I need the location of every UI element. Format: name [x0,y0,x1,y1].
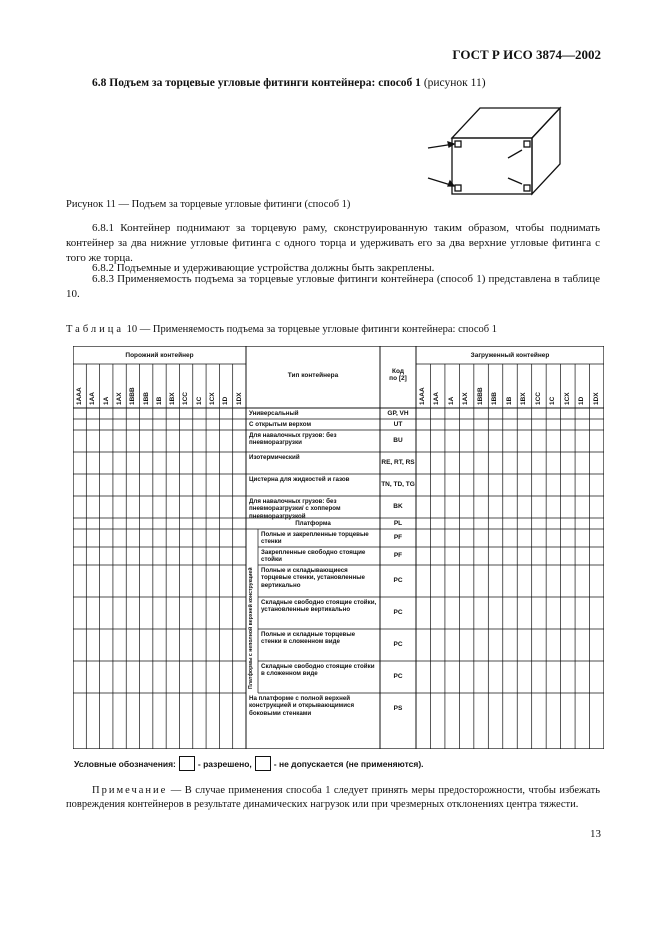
column-header-loaded: 1BBB [476,387,484,405]
not-allowed-box-icon [255,756,271,771]
row-container-type: Полные и складные торцевые стенки в сложенном виде [261,630,356,645]
legend-prefix: Условные обозначения: [74,758,176,769]
column-header-loaded: 1B [505,396,513,405]
page-number: 13 [590,828,601,840]
row-container-type: С открытым верхом [249,420,312,428]
row-container-type: Универсальный [249,409,299,417]
paragraph-6-8-1 [66,221,600,266]
column-header-empty: 1C [195,396,203,405]
note-label: Примечание [92,785,168,796]
row-code: PC [393,673,403,680]
container-lifting-figure [420,98,570,198]
column-header-empty: 1DX [235,392,243,405]
column-header-loaded: 1DX [592,392,600,405]
row-code: PC [393,641,403,648]
column-header-empty: 1AA [89,391,97,405]
column-header-empty: 1AAA [76,387,83,405]
row-container-type: Полные и закрепленные торцевые стенки [261,530,369,545]
row-code: UT [393,420,403,428]
loaded-container-header: Загруженный контейнер [470,352,550,359]
row-code: TN, TD, TG [381,481,415,488]
column-header-loaded: 1AA [433,391,441,405]
section-figure-ref: (рисунок 11) [420,77,486,89]
column-header-loaded: 1A [447,396,455,405]
column-header-empty: 1CC [182,391,190,405]
column-header-loaded: 1CX [563,392,571,405]
row-container-type: Для навалочных грузов: без пневморазгрузки/ с хоппером пневморазгрузкой [249,497,341,520]
row-container-type: Изотермический [249,453,300,461]
legend-not-allowed: - не допускается (не применяются). [273,758,424,769]
row-code: PC [393,577,403,584]
row-container-type: На платформе с полной верхней конструкцией и открывающимися боковыми стенками [249,694,355,717]
column-header-empty: 1AX [115,392,123,405]
section-heading [92,77,486,89]
table-grid [73,346,604,749]
row-container-type: Для навалочных грузов: без пневморазгрузки [249,431,337,446]
paragraph-text: 6.8.3 Применяемость подъема за торцевые угловые фитинги контейнера (способ 1) представлена в таблице 10. [66,273,600,300]
note-text: — В случае применения способа 1 следует принять меры предосторожности, чтобы избежать повреждения контейнеров в результате динамических нагрузок или при чрезмерных отклонениях центра тяжести. [66,785,600,810]
standard-header: ГОСТ Р ИСО 3874—2002 [452,47,601,62]
column-header-loaded: 1AX [462,392,470,405]
row-code: PF [393,552,403,559]
row-code: BK [393,503,403,510]
row-container-type: Складные свободно стоящие стойки в сложенном виде [261,662,375,677]
column-header-empty: 1BX [169,392,177,405]
row-code: PS [393,705,403,712]
row-container-type: Цистерна для жидкостей и газов [249,475,350,483]
row-container-type: Складные свободно стоящие стойки, установленные вертикально [261,598,377,613]
paragraph-6-8-3 [66,272,600,302]
note [66,784,600,812]
column-header-loaded: 1BB [491,391,499,405]
column-header-empty: 1A [102,396,110,405]
row-code: PL [393,519,403,527]
row-code: PF [393,534,403,541]
container-type-header: Тип контейнера [287,372,339,379]
section-title: 6.8 Подъем за торцевые угловые фитинги контейнера: способ 1 [92,77,421,89]
allowed-box-icon [179,756,195,771]
row-code: RE, RT, RS [381,459,415,466]
column-header-loaded: 1BX [520,392,528,405]
code-header: Код по [2] [389,368,407,382]
applicability-table [73,346,604,749]
column-header-empty: 1CX [209,392,217,405]
row-code: PC [393,609,403,616]
column-header-empty: 1BB [142,391,150,405]
table-label: Таблица [66,324,125,335]
platform-group-label: Платформы с неполной верхней конструкцией [248,567,254,689]
legend [74,756,424,771]
column-header-loaded: 1D [578,396,586,405]
empty-container-header: Порожний контейнер [125,352,194,359]
row-code: GP, VH [387,409,409,417]
legend-allowed: - разрешено, [197,758,252,769]
column-header-empty: 1BBB [129,387,137,405]
column-header-empty: 1B [155,396,163,405]
column-header-loaded: 1C [549,396,557,405]
column-header-loaded: 1AAA [419,387,426,405]
row-container-type: Закрепленные свободно стоящие стойки [261,548,366,563]
figure-caption: Рисунок 11 — Подъем за торцевые угловые фитинги (способ 1) [66,199,351,210]
paragraph-text: 6.8.1 Контейнер поднимают за торцевую раму, сконструированную таким образом, чтобы поднимать контейнер за два нижние угловые фитинга с одного торца и удерживать его за два верхние угловые фитинга с того же торца. [66,222,600,264]
row-code: BU [393,437,403,444]
column-header-loaded: 1CC [534,391,542,405]
row-container-type: Полные и складывающиеся торцевые стенки, установленные вертикально [261,566,365,589]
table-caption [66,324,497,335]
column-header-empty: 1D [222,396,230,405]
table-title: 10 — Применяемость подъема за торцевые угловые фитинги контейнера: способ 1 [124,324,497,335]
paragraph-text: 6.8.2 Подъемные и удерживающие устройства должны быть закреплены. [92,262,435,274]
row-container-type: Платформа [295,519,331,527]
